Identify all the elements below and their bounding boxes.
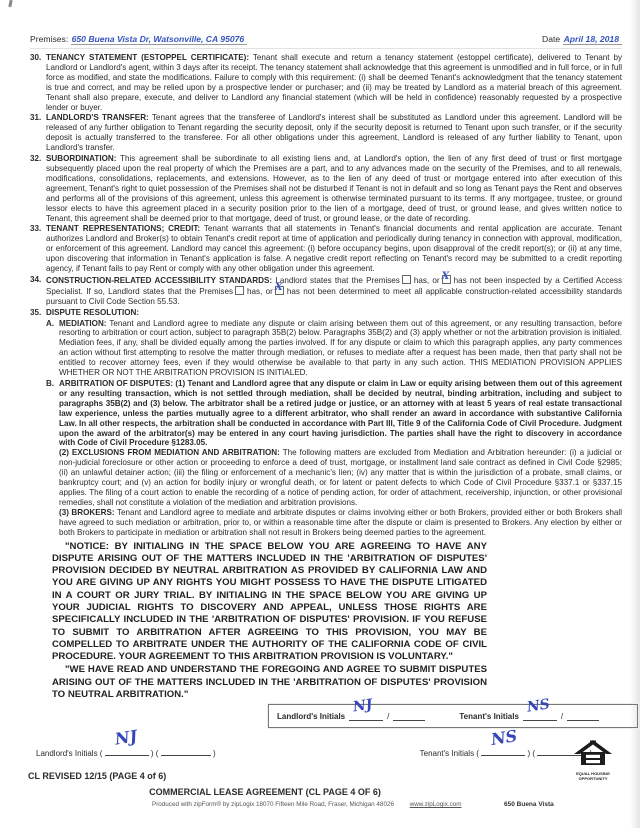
footer-tenant-initials-field-1[interactable] bbox=[481, 726, 525, 756]
paren: ) bbox=[212, 749, 216, 758]
clause-number: 32. bbox=[30, 154, 42, 164]
clause-34-accessibility-standards bbox=[30, 270, 623, 307]
clause-number: 35. bbox=[30, 307, 42, 317]
clause-body: has, or bbox=[247, 286, 273, 296]
sub-clause-letter: B. bbox=[46, 379, 55, 388]
sub-clause-body: (1) Tenant and Landlord agree that any dispute or claim in Law or equity arising between them out of this agreement or any resulting transaction, which is not settled through mediation, shall be decided by neutral, binding arbitration, including and subject to paragraphs 35B(2) and (3) below. The arbitrator shall be a retired judge or justice, or an attorney with at least 5 years of real estate transactional law experience, unless the parties mutually agree to a different arbitrator, who shall render an award in accordance with substantive California Law. In all other respects, the arbitration shall be conducted in accordance with Part III, Title 9 of the California Code of Civil Procedure. Judgment upon the award of the arbitrator(s) may be entered in any court having jurisdiction. The parties shall have the right to discovery in accordance with Code of Civil Procedure §1283.05. bbox=[59, 379, 623, 448]
clause-35b2-exclusions bbox=[59, 448, 622, 507]
footer-tenant-label: Tenant's Initials ( bbox=[419, 749, 479, 758]
sub-clause-body: Tenant and Landlord agree to mediate any dispute or claim arising between them out of this agreement, or any resulting transaction, before resorting to arbitration or court action, subject to paragraph 35B(2) below. Paragraphs 35B(2) and (3) apply whether or not the arbitration provision is initialed. Mediation fees, if any, shall be divided equally among the parties involved. If for any dispute or claim to which this paragraph applies, any party commences an action without first attempting to resolve the matter through mediation, or refuses to mediate after a request has been made, then that party shall not be entitled to recover attorney fees, even if they would otherwise be available to that party in any such action. THIS MEDIATION PROVISION APPLIES WHETHER OR NOT THE ARBITRATION PROVISION IS INITIALED. bbox=[59, 318, 622, 378]
date-field bbox=[542, 34, 622, 44]
tenant-initials-label: Tenant's Initials bbox=[459, 712, 519, 722]
clause-number: 30. bbox=[30, 53, 42, 62]
tenant-initials-field-2[interactable] bbox=[567, 711, 599, 721]
initials-separator: / bbox=[560, 712, 564, 722]
initials-separator: / bbox=[387, 712, 390, 722]
paragraph-lead: (2) EXCLUSIONS FROM MEDIATION AND ARBITRATION: bbox=[59, 448, 280, 458]
paragraph-body: Tenant and Landlord agree to mediate and arbitrate disputes or claims involving either or both Brokers, provided either or both Brokers shall have agreed to such mediation or arbitration, prior to, or within a reasonable time after the dispute or claim is presented to Brokers. Any election by either or both Brokers to participate in mediation or arbitration shall not result in Brokers being deemed parties to the agreement. bbox=[59, 507, 623, 537]
checkbox-has-determined[interactable] bbox=[235, 286, 244, 295]
clause-number: 34. bbox=[30, 274, 42, 284]
clause-body: Landlord states that the Premises bbox=[275, 275, 400, 285]
clause-body: has not been determined to meet all applicable construction-related accessibility standards pursuant to Civil Code Section 55.53. bbox=[46, 286, 622, 306]
arbitration-initials-box bbox=[268, 696, 638, 728]
checkbox-has-not-determined[interactable] bbox=[274, 281, 284, 295]
clause-body: Tenant agrees that the transferee of Landlord's interest shall be substituted as Landlord under this agreement. Landlord will be released of any further obligation to Tenant regarding the security deposit, only if the security deposit is returned to Tenant upon such transfer, or if the security deposit is actually transferred to the transferee. For all other obligations under this agreement, Landlord is released of any further liability to Tenant, upon Landlord's transfer. bbox=[46, 113, 623, 153]
document-reference: 650 Buena Vista bbox=[504, 801, 554, 808]
arbitration-notice-text: "NOTICE: BY INITIALING IN THE SPACE BELOW YOU ARE AGREEING TO HAVE ANY DISPUTE ARISING OUT OF THE MATTERS INCLUDED IN THE 'ARBITRATION OF DISPUTES' PROVISION DECIDED BY NEUTRAL ARBITRATION AS PROVIDED BY CALIFORNIA LAW AND YOU ARE GIVING UP ANY RIGHTS YOU MIGHT POSSESS TO HAVE THE DISPUTE LITIGATED IN A COURT OR JURY TRIAL. BY INITIALING IN THE SPACE BELOW YOU ARE GIVING UP YOUR JUDICIAL RIGHTS TO DISCOVERY AND APPEAL, UNLESS THOSE RIGHTS ARE SPECIFICALLY INCLUDED IN THE 'ARBITRATION OF DISPUTES' PROVISION. IF YOU REFUSE TO SUBMIT TO ARBITRATION AFTER AGREEING TO THIS PROVISION, YOU MAY BE COMPELLED TO ARBITRATE UNDER THE AUTHORITY OF THE CALIFORNIA CODE OF CIVIL PROCEDURE. YOUR AGREEMENT TO THIS ARBITRATION PROVISION IS VOLUNTARY." bbox=[52, 540, 487, 663]
produced-by-text: Produced with zipForm® by zipLogix 18070 Fifteen Mile Road, Fraser, Michigan 48026 bbox=[152, 801, 394, 808]
x-mark-icon: X bbox=[274, 281, 283, 293]
document-content bbox=[30, 34, 622, 728]
clause-33-tenant-representations bbox=[30, 224, 622, 274]
equal-housing-text: EQUAL HOUSING OPPORTUNITY bbox=[576, 771, 610, 781]
tenant-initials-field-1[interactable] bbox=[523, 696, 557, 721]
footer-tenant-initials bbox=[419, 726, 593, 758]
clause-35a-mediation bbox=[46, 319, 622, 378]
footer-landlord-initials-field-1[interactable] bbox=[105, 726, 149, 756]
footer-landlord-label: Landlord's Initials ( bbox=[36, 749, 103, 758]
paragraph-body: The following matters are excluded from Mediation and Arbitration hereunder: (i) a judicial or non-judicial foreclosure or other action or proceeding to enforce a deed of trust, mortgage, or installment land sale contract as defined in Civil Code §2985; (ii) an unlawful detainer action; (iii) the filing or enforcement of a mechanic's lien; (iv) any matter that is within the jurisdiction of a probate, small claims, or bankruptcy court; and (v) an action for bodily injury or wrongful death, or for latent or patent defects to which Code of Civil Procedure §337.1 or §337.15 applies. The filing of a court action to enable the recording of a notice of pending action, for order of attachment, receivership, injunction, or other provisional remedies, shall not constitute a violation of the mediation and arbitration provisions. bbox=[59, 448, 622, 507]
clause-title: TENANCY STATEMENT (ESTOPPEL CERTIFICATE): bbox=[46, 53, 250, 62]
landlord-initials-signature: NJ bbox=[113, 726, 139, 749]
paragraph-lead: (3) BROKERS: bbox=[59, 507, 115, 517]
premises-value[interactable]: 650 Buena Vista Dr, Watsonville, CA 95076 bbox=[71, 34, 248, 45]
x-mark-icon: X bbox=[441, 270, 450, 282]
arbitration-notice-block bbox=[30, 541, 487, 702]
checkbox-has-not-inspected[interactable] bbox=[441, 270, 451, 284]
sub-clause-title: ARBITRATION OF DISPUTES: bbox=[59, 379, 174, 388]
premises-field bbox=[30, 34, 247, 44]
landlord-initials-label: Landlord's Initials bbox=[277, 712, 346, 722]
date-label: Date bbox=[542, 34, 561, 44]
sub-clause-title: MEDIATION: bbox=[59, 318, 107, 328]
produced-by-line bbox=[152, 801, 462, 808]
tenant-initials-signature: NS bbox=[525, 696, 551, 717]
premises-label: Premises: bbox=[30, 34, 69, 44]
form-revision-label: CL REVISED 12/15 (PAGE 4 of 6) bbox=[28, 771, 167, 781]
clause-title: TENANT REPRESENTATIONS; CREDIT: bbox=[46, 224, 201, 234]
clause-30-tenancy-statement bbox=[30, 53, 622, 112]
tenant-initials-signature: NS bbox=[489, 726, 519, 749]
clause-35b3-brokers bbox=[59, 508, 622, 538]
paren: ) ( bbox=[150, 749, 159, 758]
clause-body: has, or bbox=[413, 275, 440, 285]
clause-32-subordination bbox=[30, 154, 622, 223]
clause-number: 31. bbox=[30, 113, 42, 123]
footer-initials-row bbox=[36, 726, 596, 758]
footer-landlord-initials-field-2[interactable] bbox=[161, 746, 211, 756]
clause-title: DISPUTE RESOLUTION: bbox=[46, 307, 140, 317]
ziplogix-link[interactable]: www.zipLogix.com bbox=[409, 801, 462, 808]
checkbox-has-inspected[interactable] bbox=[402, 275, 411, 284]
landlord-initials-signature: NJ bbox=[352, 696, 374, 716]
footer-landlord-initials bbox=[36, 726, 216, 758]
clause-title: CONSTRUCTION-RELATED ACCESSIBILITY STANDARDS: bbox=[46, 275, 273, 285]
clause-31-landlords-transfer bbox=[30, 113, 622, 153]
clause-body: has not been inspected by a Certified Access Specialist. If so, Landlord states that the Premises bbox=[46, 275, 623, 296]
clause-body: This agreement shall be subordinate to all existing liens and, at Landlord's option, the lien of any first deed of trust or first mortgage subsequently placed upon the real property of which the Premises are a part, and to any advances made on the security of the Premises, and to all renewals, modifications, consolidations, replacements, and extensions. However, as to the lien of any deed of trust or mortgage entered into after execution of this agreement, Tenant's right to quiet possession of the Premises shall not be disturbed if Tenant is not in default and so long as Tenant pays the Rent and observes and performs all of the provisions of this agreement, unless this agreement is otherwise terminated pursuant to its terms. If any mortgagee, trustee, or ground lessor elects to have this agreement placed in a security position prior to the lien of a mortgage, deed of trust, or ground lease, and gives written notice to Tenant, this agreement shall be deemed prior to that mortgage, deed of trust, or ground lease, or the date of recording. bbox=[46, 154, 622, 223]
equal-housing-house-icon bbox=[573, 740, 613, 766]
scan-artifact bbox=[8, 0, 12, 7]
document-title: COMMERCIAL LEASE AGREEMENT (CL PAGE 4 OF 6) bbox=[149, 787, 381, 797]
clause-body: Tenant warrants that all statements in Tenant's financial documents and rental application are accurate. Tenant authorizes Landlord and Broker(s) to obtain Tenant's credit report at time of application and periodically during tenancy in connection with approval, modification, or enforcement of this agreement. Landlord may cancel this agreement: (i) before occupancy begins, upon disapproval of the credit report(s); or (ii) at any time, upon discovering that information in Tenant's application is false. A negative credit report reflecting on Tenant's record may be submitted to a credit reporting agency, if Tenant fails to pay Rent or comply with any other obligation under this agreement. bbox=[46, 224, 622, 274]
clause-title: LANDLORD'S TRANSFER: bbox=[46, 113, 149, 123]
sub-clause-letter: A. bbox=[46, 318, 55, 328]
date-value[interactable]: April 18, 2018 bbox=[563, 34, 622, 45]
arbitration-acknowledgment-text: "WE HAVE READ AND UNDERSTAND THE FOREGOING AND AGREE TO SUBMIT DISPUTES ARISING OUT OF THE MATTERS INCLUDED IN THE 'ARBITRATION OF DISPUTES' PROVISION TO NEUTRAL ARBITRATION." bbox=[52, 664, 487, 701]
form-header bbox=[30, 34, 622, 49]
clause-body: Tenant shall execute and return a tenancy statement (estoppel certificate), delivered to Tenant by Landlord or Landlord's agent, within 3 days after its receipt. The tenancy statement shall acknowledge that this agreement is unmodified and in full force, or in full force as modified, and state the modifications. Failure to comply with this requirement: (i) shall be deemed Tenant's acknowledgment that the tenancy statement is true and correct, and may be relied upon by a prospective lender or purchaser; and (ii) may be treated by Landlord as a material breach of this agreement. Tenant shall also prepare, execute, and deliver to Landlord any financial statement (which will be held in confidence) reasonably requested by a prospective lender or buyer. bbox=[46, 53, 622, 112]
clause-35-dispute-resolution bbox=[30, 308, 622, 538]
landlord-initials-field-2[interactable] bbox=[393, 711, 425, 721]
paren: ) ( bbox=[527, 749, 535, 758]
clause-title: SUBORDINATION: bbox=[46, 154, 117, 164]
equal-housing-logo bbox=[570, 740, 616, 781]
clause-35b-arbitration bbox=[46, 379, 622, 538]
clause-number: 33. bbox=[30, 224, 42, 234]
landlord-initials-field-1[interactable] bbox=[349, 696, 383, 721]
